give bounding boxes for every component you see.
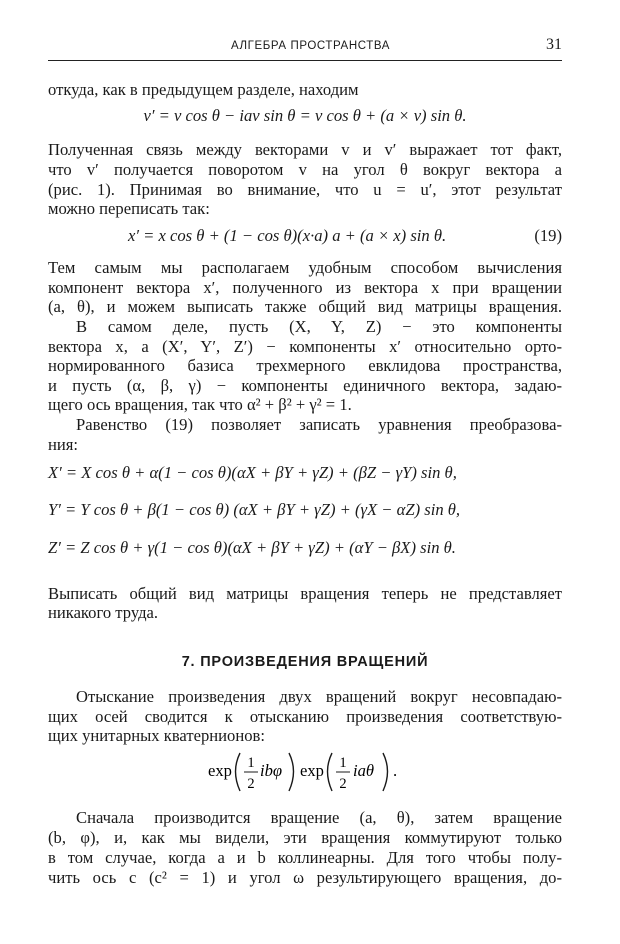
- text-line: Равенство (19) позволяет записать уравнения преобразова-: [76, 415, 562, 434]
- running-title: АЛГЕБРА ПРОСТРАНСТВА: [231, 40, 391, 52]
- exp-text: exp: [208, 761, 232, 780]
- equation-number: (19): [534, 226, 562, 245]
- equation: x′ = x cos θ + (1 − cos θ)(x·a) a + (a × x) sin θ.: [128, 226, 447, 245]
- formula-graphic: [48, 743, 562, 799]
- quaternion-product-formula: [48, 743, 562, 799]
- equation-y: Y′ = Y cos θ + β(1 − cos θ) (αX + βY + γZ) + (γX − αZ) sin θ,: [48, 500, 461, 519]
- text-line: Тем самым мы располагаем удобным способом вычисления: [48, 258, 562, 277]
- text-line: (b, φ), и, как мы видели, эти вращения коммутируют только: [48, 828, 562, 847]
- text-line: ния:: [48, 435, 79, 454]
- text-line: Отыскание произведения двух вращений вокруг несовпадаю-: [76, 687, 562, 706]
- fraction-denominator: 2: [339, 776, 347, 792]
- equation-x: X′ = X cos θ + α(1 − cos θ)(αX + βY + γZ) + (βZ − γY) sin θ,: [48, 463, 457, 482]
- text-line: Полученная связь между векторами v и v′ выражает тот факт,: [48, 140, 562, 159]
- text-line: (рис. 1). Принимая во внимание, что u = u′, этот результат: [48, 180, 562, 199]
- text-line: щих осей сводится к отысканию произведения соответствую-: [48, 707, 562, 726]
- fraction-denominator: 2: [247, 776, 255, 792]
- argument: iaθ: [353, 761, 375, 780]
- text-line: откуда, как в предыдущем разделе, находим: [48, 80, 359, 99]
- text-line: чить ось c (c² = 1) и угол ω результирующего вращения, до-: [48, 868, 562, 887]
- text-line: компонент вектора x′, полученного из вектора x при вращении: [48, 278, 562, 297]
- text-line: в том случае, когда a и b коллинеарны. Для того чтобы полу-: [48, 848, 562, 867]
- argument: ibφ: [260, 761, 283, 780]
- paren-left: [328, 753, 333, 791]
- text-line: можно переписать так:: [48, 199, 210, 218]
- text-line: что v′ получается поворотом v на угол θ вокруг вектора a: [48, 160, 562, 179]
- page-number: 31: [546, 36, 562, 53]
- section-title: 7. ПРОИЗВЕДЕНИЯ ВРАЩЕНИЙ: [181, 654, 429, 670]
- period: .: [393, 761, 398, 780]
- paren-right: [383, 753, 388, 791]
- exp-text: exp: [300, 761, 324, 780]
- equation: v′ = v cos θ − iav sin θ = v cos θ + (a × v) sin θ.: [143, 106, 467, 125]
- text-line: щих унитарных кватернионов:: [48, 726, 265, 745]
- fraction-numerator: 1: [339, 755, 347, 771]
- text-line: нормированного базиса трехмерного евклидова пространства,: [48, 356, 562, 375]
- text-line: В самом деле, пусть (X, Y, Z) − это компоненты: [76, 317, 562, 336]
- fraction-numerator: 1: [247, 755, 255, 771]
- paren-left: [236, 753, 241, 791]
- text-line: Сначала производится вращение (a, θ), затем вращение: [76, 808, 562, 827]
- text-line: Выписать общий вид матрицы вращения теперь не представляет: [48, 584, 562, 603]
- text-line: и пусть (α, β, γ) − компоненты единичного вектора, задаю-: [48, 376, 562, 395]
- text-line: (a, θ), и можем выписать также общий вид матрицы вращения.: [48, 297, 562, 316]
- page-header: [48, 36, 562, 61]
- text-line: вектора x, а (X′, Y′, Z′) − компоненты x′ относительно орто-: [48, 337, 562, 356]
- equation-z: Z′ = Z cos θ + γ(1 − cos θ)(αX + βY + γZ) + (αY − βX) sin θ.: [48, 538, 456, 557]
- paren-right: [289, 753, 294, 791]
- text-line: щего ось вращения, так что α² + β² + γ² = 1.: [48, 395, 352, 414]
- text-line: никакого труда.: [48, 603, 159, 622]
